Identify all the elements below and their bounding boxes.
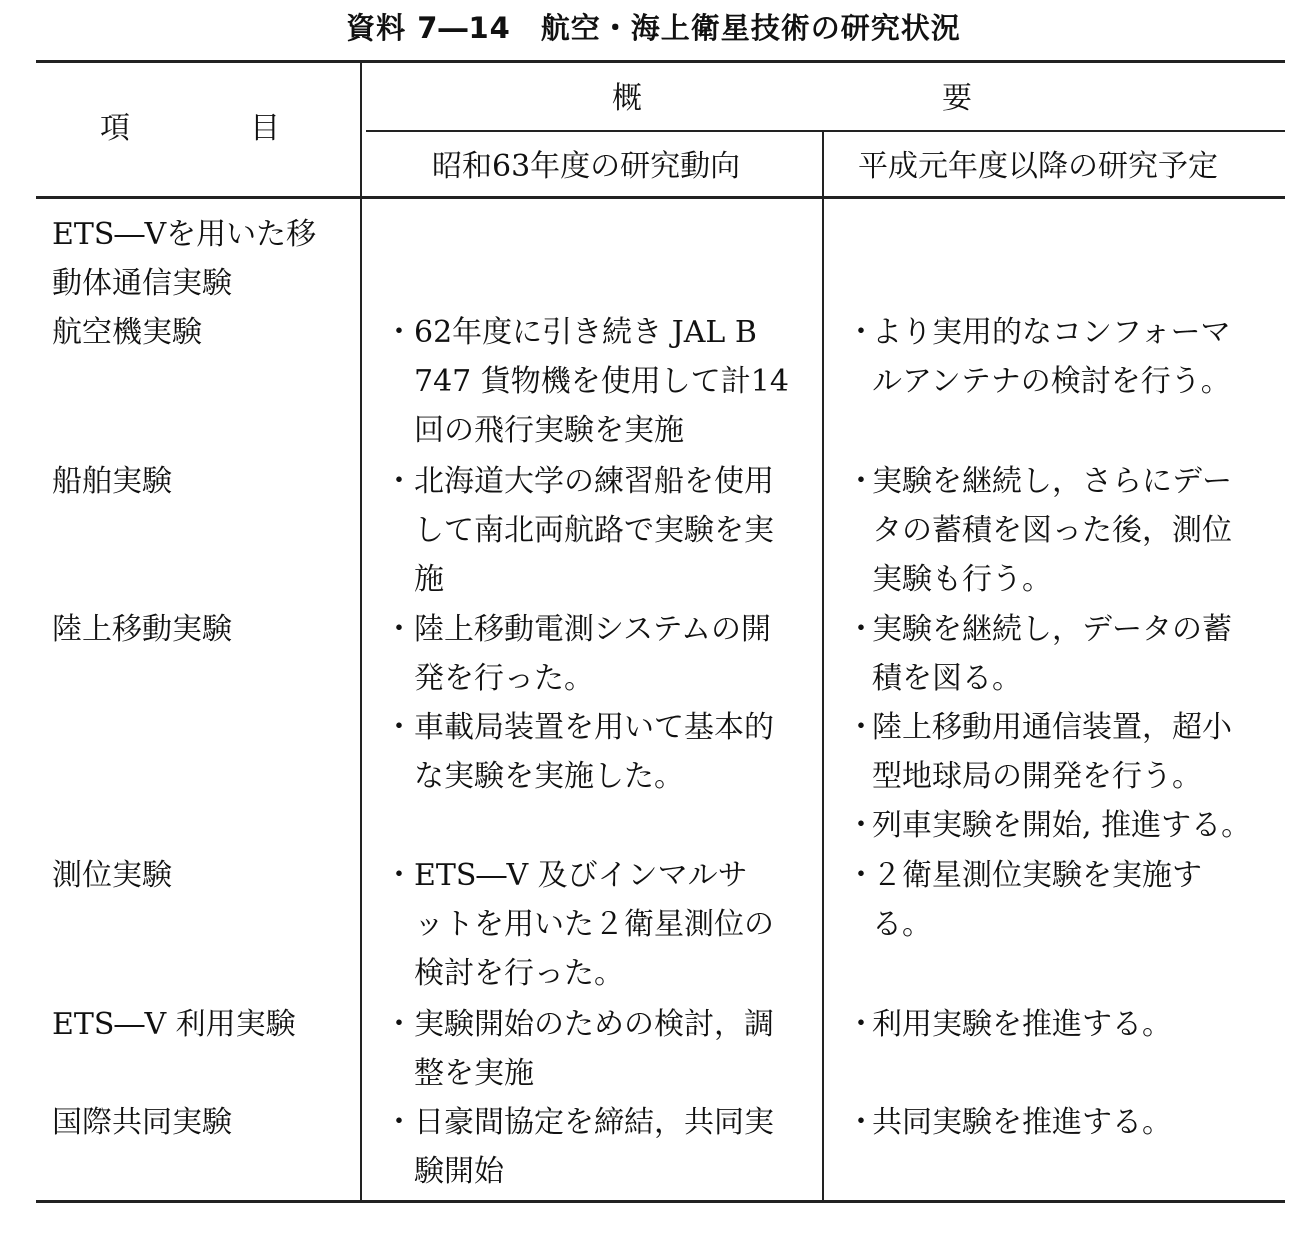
h1-text-line: 型地球局の開発を行う。: [872, 759, 1202, 794]
bullet-dot: ・: [384, 612, 414, 647]
h1-text-line: る。: [872, 907, 932, 942]
bullet-dot: ・: [846, 808, 876, 843]
header-h1: 平成元年度以降の研究予定: [858, 149, 1218, 184]
h1-text-line: ２衛星測位実験を実施す: [872, 858, 1202, 893]
bullet-dot: ・: [384, 1105, 414, 1140]
section-heading-line-2: 動体通信実験: [52, 266, 232, 301]
s63-text-line: 回の飛行実験を実施: [414, 413, 684, 448]
h1-text-line: 積を図る。: [872, 661, 1022, 696]
s63-text-line: して南北両航路で実験を実: [414, 513, 774, 548]
table-top-rule: [36, 60, 1285, 63]
bullet-dot: ・: [846, 1007, 876, 1042]
s63-text-line: 車載局装置を用いて基本的: [414, 710, 774, 745]
h1-text-line: ルアンテナの検討を行う。: [872, 364, 1231, 399]
bullet-dot: ・: [846, 464, 876, 499]
bullet-dot: ・: [384, 315, 414, 350]
h1-text-line: 陸上移動用通信装置，超小: [872, 710, 1232, 745]
table-bottom-rule: [36, 1200, 1285, 1203]
bullet-dot: ・: [384, 1007, 414, 1042]
bullet-dot: ・: [846, 858, 876, 893]
h1-text-line: 共同実験を推進する。: [872, 1105, 1172, 1140]
s63-text-line: 陸上移動電測システムの開: [414, 612, 771, 647]
bullet-dot: ・: [846, 1105, 876, 1140]
h1-text-line: タの蓄積を図った後，測位: [872, 513, 1232, 548]
s63-text-line: 験開始: [414, 1154, 504, 1189]
s63-text-line: 発を行った。: [414, 661, 594, 696]
s63-text-line: 北海道大学の練習船を使用: [414, 464, 774, 499]
h1-text-line: 実験を継続し，さらにデー: [872, 464, 1232, 499]
row-item-label: 国際共同実験: [52, 1105, 232, 1140]
bullet-dot: ・: [384, 464, 414, 499]
s63-text-line: 検討を行った。: [414, 956, 624, 991]
column-divider-summary: [822, 131, 824, 1201]
h1-text-line: 実験を継続し，データの蓄: [872, 612, 1232, 647]
s63-text-line: 整を実施: [414, 1056, 534, 1091]
bullet-dot: ・: [846, 710, 876, 745]
s63-text-line: 実験開始のための検討，調: [414, 1007, 774, 1042]
header-bottom-rule: [36, 196, 1285, 199]
bullet-dot: ・: [384, 710, 414, 745]
header-mid-rule: [366, 130, 1285, 132]
row-item-label: 航空機実験: [52, 315, 202, 350]
page-title: 資料 7―14 航空・海上衛星技術の研究状況: [346, 11, 961, 45]
header-s63: 昭和63年度の研究動向: [432, 149, 741, 184]
row-item-label: 船舶実験: [52, 464, 172, 499]
s63-text-line: 62年度に引き続き JAL B: [414, 315, 757, 350]
header-item: 項 目: [100, 111, 280, 146]
s63-text-line: ットを用いた２衛星測位の: [414, 907, 774, 942]
bullet-dot: ・: [846, 612, 876, 647]
column-divider-item: [360, 62, 362, 1201]
row-item-label: 測位実験: [52, 858, 172, 893]
h1-text-line: 利用実験を推進する。: [872, 1007, 1172, 1042]
row-item-label: 陸上移動実験: [52, 612, 232, 647]
row-item-label: ETS―V 利用実験: [52, 1007, 296, 1042]
bullet-dot: ・: [384, 858, 414, 893]
s63-text-line: 施: [414, 562, 444, 597]
s63-text-line: 747 貨物機を使用して計14: [414, 364, 789, 399]
header-summary: 概 要: [612, 81, 972, 116]
h1-text-line: より実用的なコンフォーマ: [872, 315, 1231, 350]
h1-text-line: 実験も行う。: [872, 562, 1052, 597]
bullet-dot: ・: [846, 315, 876, 350]
s63-text-line: 日豪間協定を締結，共同実: [414, 1105, 774, 1140]
s63-text-line: ETS―V 及びインマルサ: [414, 858, 748, 893]
section-heading-line-1: ETS―Vを用いた移: [52, 217, 317, 252]
s63-text-line: な実験を実施した。: [414, 759, 684, 794]
h1-text-line: 列車実験を開始, 推進する。: [872, 808, 1252, 843]
